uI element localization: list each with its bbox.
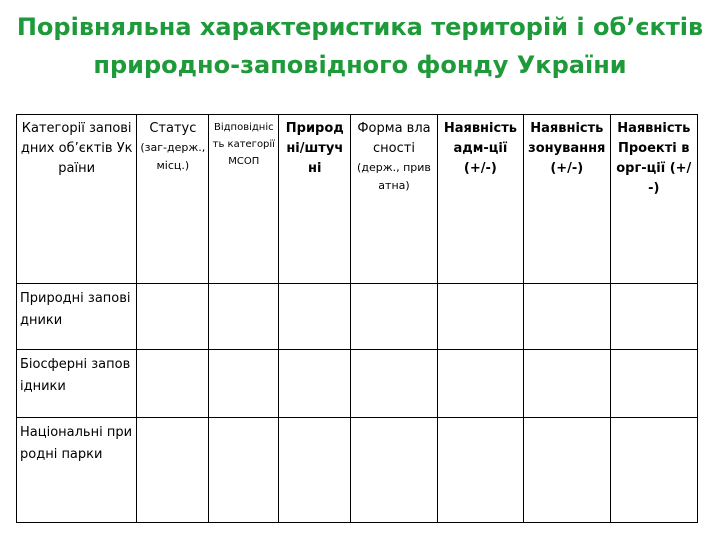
slide-title-line-2: природно-заповідного фонду України	[93, 51, 627, 79]
comparison-table	[16, 114, 698, 523]
table-cell	[351, 350, 437, 418]
header-iucn-text: Відповідність категорії МСОП	[212, 122, 275, 167]
row-label-cell	[17, 284, 137, 350]
header-zoning-text: Наявність зонування (+/-)	[528, 121, 606, 176]
table-cell	[524, 418, 610, 523]
row-label: Національні природні парки	[20, 425, 133, 462]
table-cell	[209, 350, 279, 418]
table-cell	[437, 284, 523, 350]
table-cell	[279, 418, 351, 523]
table-cell	[137, 350, 209, 418]
header-status-note: (заг-держ., місц.)	[140, 141, 206, 172]
header-zoning	[524, 115, 610, 284]
row-label: Біосферні заповідники	[20, 357, 131, 394]
table-cell	[524, 284, 610, 350]
table-cell	[209, 284, 279, 350]
table-cell	[610, 350, 698, 418]
row-label: Природні заповідники	[20, 291, 131, 328]
table-cell	[437, 418, 523, 523]
table-row	[17, 284, 698, 350]
header-status	[137, 115, 209, 284]
header-category-text: Категорії заповідних об’єктів України	[20, 121, 133, 176]
header-status-text: Статус	[149, 121, 197, 136]
table-row	[17, 418, 698, 523]
row-label-cell	[17, 418, 137, 523]
header-ownership	[351, 115, 437, 284]
table-cell	[351, 418, 437, 523]
table-header-row	[17, 115, 698, 284]
slide-title-line-1: Порівняльна характеристика територій і об’єктів	[16, 13, 704, 41]
header-category	[17, 115, 137, 284]
table-cell	[437, 350, 523, 418]
table-cell	[137, 418, 209, 523]
table-row	[17, 350, 698, 418]
table-cell	[351, 284, 437, 350]
header-natural-artificial-text: Природні/штучні	[285, 121, 344, 176]
table-cell	[524, 350, 610, 418]
table-cell	[279, 350, 351, 418]
header-administration	[437, 115, 523, 284]
header-projects	[610, 115, 698, 284]
table-cell	[610, 418, 698, 523]
header-ownership-note: (держ., приватна)	[357, 161, 431, 192]
slide-title	[0, 8, 720, 84]
table-cell	[610, 284, 698, 350]
table-cell	[137, 284, 209, 350]
table-cell	[209, 418, 279, 523]
header-natural-artificial	[279, 115, 351, 284]
row-label-cell	[17, 350, 137, 418]
header-projects-text: Наявність Проекті в орг-ції (+/-)	[616, 121, 692, 196]
header-administration-text: Наявність адм-ції (+/-)	[443, 121, 517, 176]
table-cell	[279, 284, 351, 350]
header-ownership-text: Форма власності	[357, 121, 431, 156]
header-iucn	[209, 115, 279, 284]
